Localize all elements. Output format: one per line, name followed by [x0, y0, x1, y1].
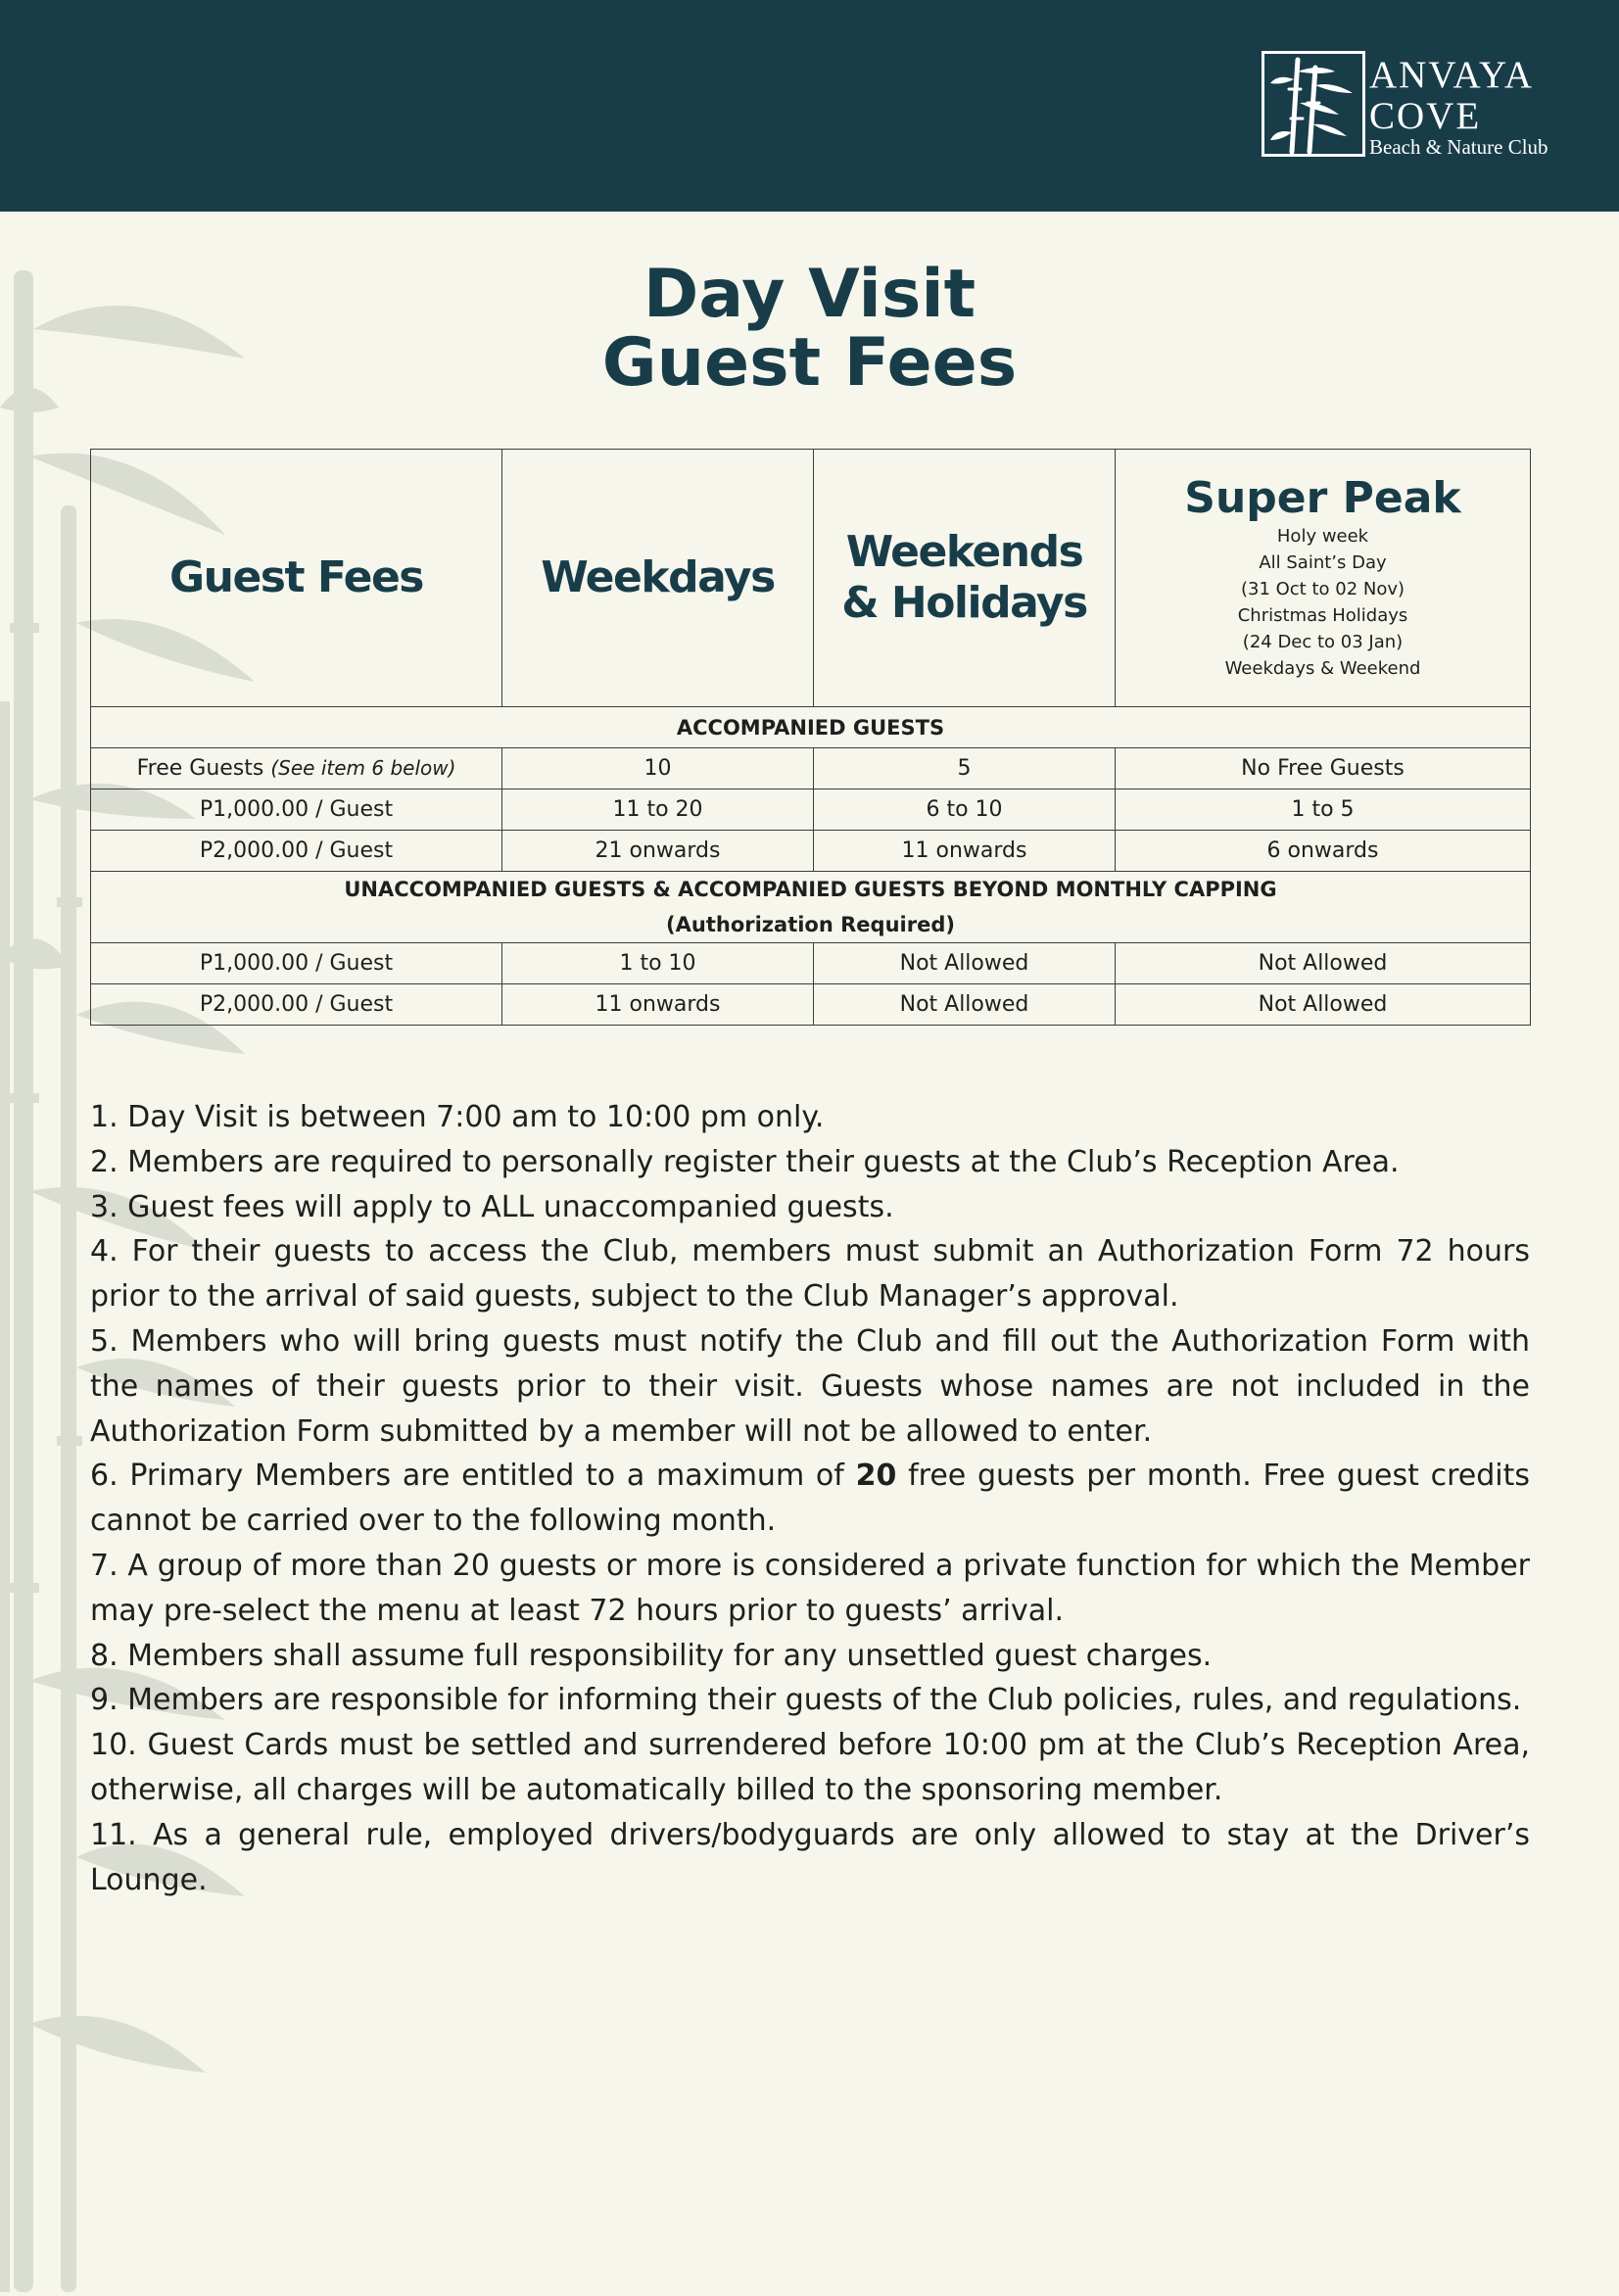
table-row: [91, 748, 1531, 789]
super-peak-period-0: Holy week: [1276, 526, 1369, 547]
section-unaccompanied-guests: [91, 872, 1531, 943]
cell-superpeak: 1 to 5: [1116, 789, 1531, 831]
cell-weekdays: 11 onwards: [502, 984, 814, 1026]
logo-line-1: ANVAYA: [1369, 54, 1535, 96]
cell-weekends: Not Allowed: [814, 943, 1116, 984]
rule-5: 5. Members who will bring guests must notify the Club and fill out the Authorization Form with the names of their guests prior to their visit. Guests whose names are not included in the Authorization Form submitted by a member will not be allowed to enter.: [90, 1323, 1530, 1449]
cell-weekdays: 10: [502, 748, 814, 789]
row-label: P2,000.00 / Guest: [91, 984, 502, 1026]
title-line-1: Day Visit: [643, 256, 976, 333]
bamboo-logo-icon: [1262, 51, 1365, 157]
section-unaccompanied-row: [91, 872, 1531, 943]
cell-superpeak: Not Allowed: [1116, 943, 1531, 984]
super-peak-period-5: Weekdays & Weekend: [1224, 658, 1421, 679]
page-title: [0, 256, 1619, 402]
super-peak-period-1: All Saint’s Day: [1259, 552, 1387, 573]
header-bar: [0, 0, 1619, 212]
section-unaccompanied-title: UNACCOMPANIED GUESTS & ACCOMPANIED GUESTS BEYOND MONTHLY CAPPING: [344, 878, 1277, 901]
row-label: Free Guests (See item 6 below): [91, 748, 502, 789]
section-accompanied-guests: ACCOMPANIED GUESTS: [91, 707, 1531, 748]
header-weekdays: Weekdays: [502, 450, 814, 707]
cell-weekends: 11 onwards: [814, 831, 1116, 872]
cell-superpeak: No Free Guests: [1116, 748, 1531, 789]
header-super-peak: Super Peak Holy week All Saint’s Day (31 Oct to 02 Nov) Christmas Holidays (24 Dec to 03 Jan) Weekdays & Weekend: [1116, 450, 1531, 707]
table-row: [91, 984, 1531, 1026]
rule-6: 6. Primary Members are entitled to a maximum of 20 free guests per month. Free guest credits cannot be carried over to the following month.: [90, 1459, 1530, 1539]
table-row: [91, 943, 1531, 984]
table-row: [91, 831, 1531, 872]
table-header-row: [91, 450, 1531, 707]
rule-8: 8. Members shall assume full responsibility for any unsettled guest charges.: [90, 1638, 1213, 1673]
rule-7: 7. A group of more than 20 guests or more is considered a private function for which the Member may pre-select the menu at least 72 hours prior to guests’ arrival.: [90, 1548, 1530, 1628]
rule-1: 1. Day Visit is between 7:00 am to 10:00 pm only.: [90, 1100, 825, 1134]
cell-superpeak: 6 onwards: [1116, 831, 1531, 872]
title-line-2: Guest Fees: [601, 324, 1018, 402]
guest-fees-table: [90, 449, 1531, 1026]
section-accompanied-row: [91, 707, 1531, 748]
free-guest-count: 20: [855, 1459, 897, 1494]
cell-superpeak: Not Allowed: [1116, 984, 1531, 1026]
table-row: [91, 789, 1531, 831]
row-label-note: (See item 6 below): [270, 756, 456, 780]
row-label: P2,000.00 / Guest: [91, 831, 502, 872]
super-peak-period-4: (24 Dec to 03 Jan): [1242, 632, 1404, 652]
rule-3: 3. Guest fees will apply to ALL unaccompanied guests.: [90, 1189, 894, 1224]
header-weekends-holidays: Weekends & Holidays: [814, 450, 1116, 707]
rule-2: 2. Members are required to personally register their guests at the Club’s Reception Area.: [90, 1144, 1400, 1179]
rules-list: [90, 1095, 1530, 1902]
club-logo: [1262, 51, 1585, 161]
cell-weekdays: 11 to 20: [502, 789, 814, 831]
rule-10: 10. Guest Cards must be settled and surrendered before 10:00 pm at the Club’s Reception Area, otherwise, all charges will be automatically billed to the sponsoring member.: [90, 1728, 1530, 1807]
cell-weekdays: 1 to 10: [502, 943, 814, 984]
cell-weekends: 6 to 10: [814, 789, 1116, 831]
row-label: P1,000.00 / Guest: [91, 789, 502, 831]
row-label: P1,000.00 / Guest: [91, 943, 502, 984]
super-peak-period-2: (31 Oct to 02 Nov): [1240, 579, 1405, 599]
section-unaccompanied-subtitle: (Authorization Required): [666, 913, 955, 936]
header-guest-fees: Guest Fees: [91, 450, 502, 707]
rule-4: 4. For their guests to access the Club, members must submit an Authorization Form 72 hours prior to the arrival of said guests, subject to the Club Manager’s approval.: [90, 1234, 1530, 1315]
rule-11: 11. As a general rule, employed drivers/bodyguards are only allowed to stay at the Driver’s Lounge.: [90, 1817, 1530, 1897]
logo-line-3: Beach & Nature Club: [1369, 135, 1548, 159]
rule-9: 9. Members are responsible for informing their guests of the Club policies, rules, and regulations.: [90, 1683, 1522, 1718]
cell-weekdays: 21 onwards: [502, 831, 814, 872]
cell-weekends: 5: [814, 748, 1116, 789]
logo-line-2: COVE: [1369, 95, 1482, 137]
super-peak-period-3: Christmas Holidays: [1237, 605, 1408, 626]
cell-weekends: Not Allowed: [814, 984, 1116, 1026]
